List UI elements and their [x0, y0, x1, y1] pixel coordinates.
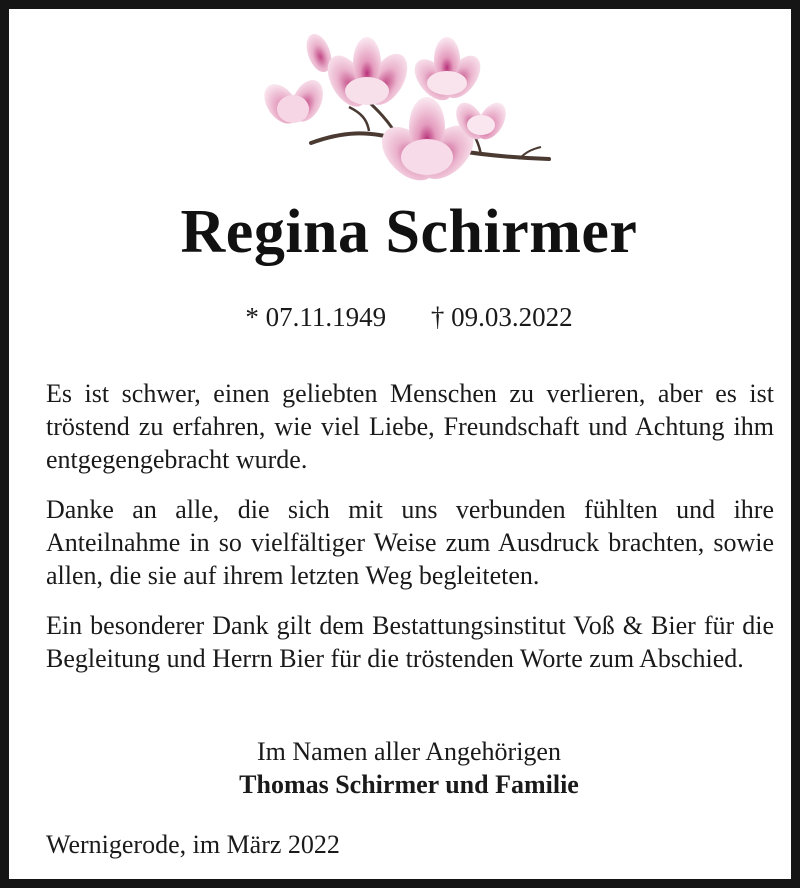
- signature-line: Im Namen aller Angehörigen: [257, 737, 561, 766]
- death-date: † 09.03.2022: [430, 302, 573, 332]
- place-date: Wernigerode, im März 2022: [46, 830, 340, 859]
- birth-date: * 07.11.1949: [245, 302, 387, 332]
- thanks-paragraph-2: Danke an alle, die sich mit uns verbunden fühlten und ihre Anteilnahme in so vielfältiger Weise zum Ausdruck brachten, sowie allen, die sie auf ihrem letzten Weg begleiteten.: [46, 495, 774, 590]
- thanks-paragraph-1: Es ist schwer, einen geliebten Menschen zu verlieren, aber es ist tröstend zu erfahren, wie viel Liebe, Freundschaft und Achtung ihm entgegengebracht wurde.: [46, 379, 774, 474]
- deceased-name: Regina Schirmer: [180, 198, 638, 266]
- magnolia-branch-icon: [249, 31, 559, 196]
- signature-name: Thomas Schirmer und Familie: [239, 770, 579, 799]
- thanks-paragraph-3: Ein besonderer Dank gilt dem Bestattungsinstitut Voß & Bier für die Begleitung und Herrn Bier für die tröstenden Worte zum Abschied.: [46, 611, 774, 673]
- life-dates: [9, 302, 800, 333]
